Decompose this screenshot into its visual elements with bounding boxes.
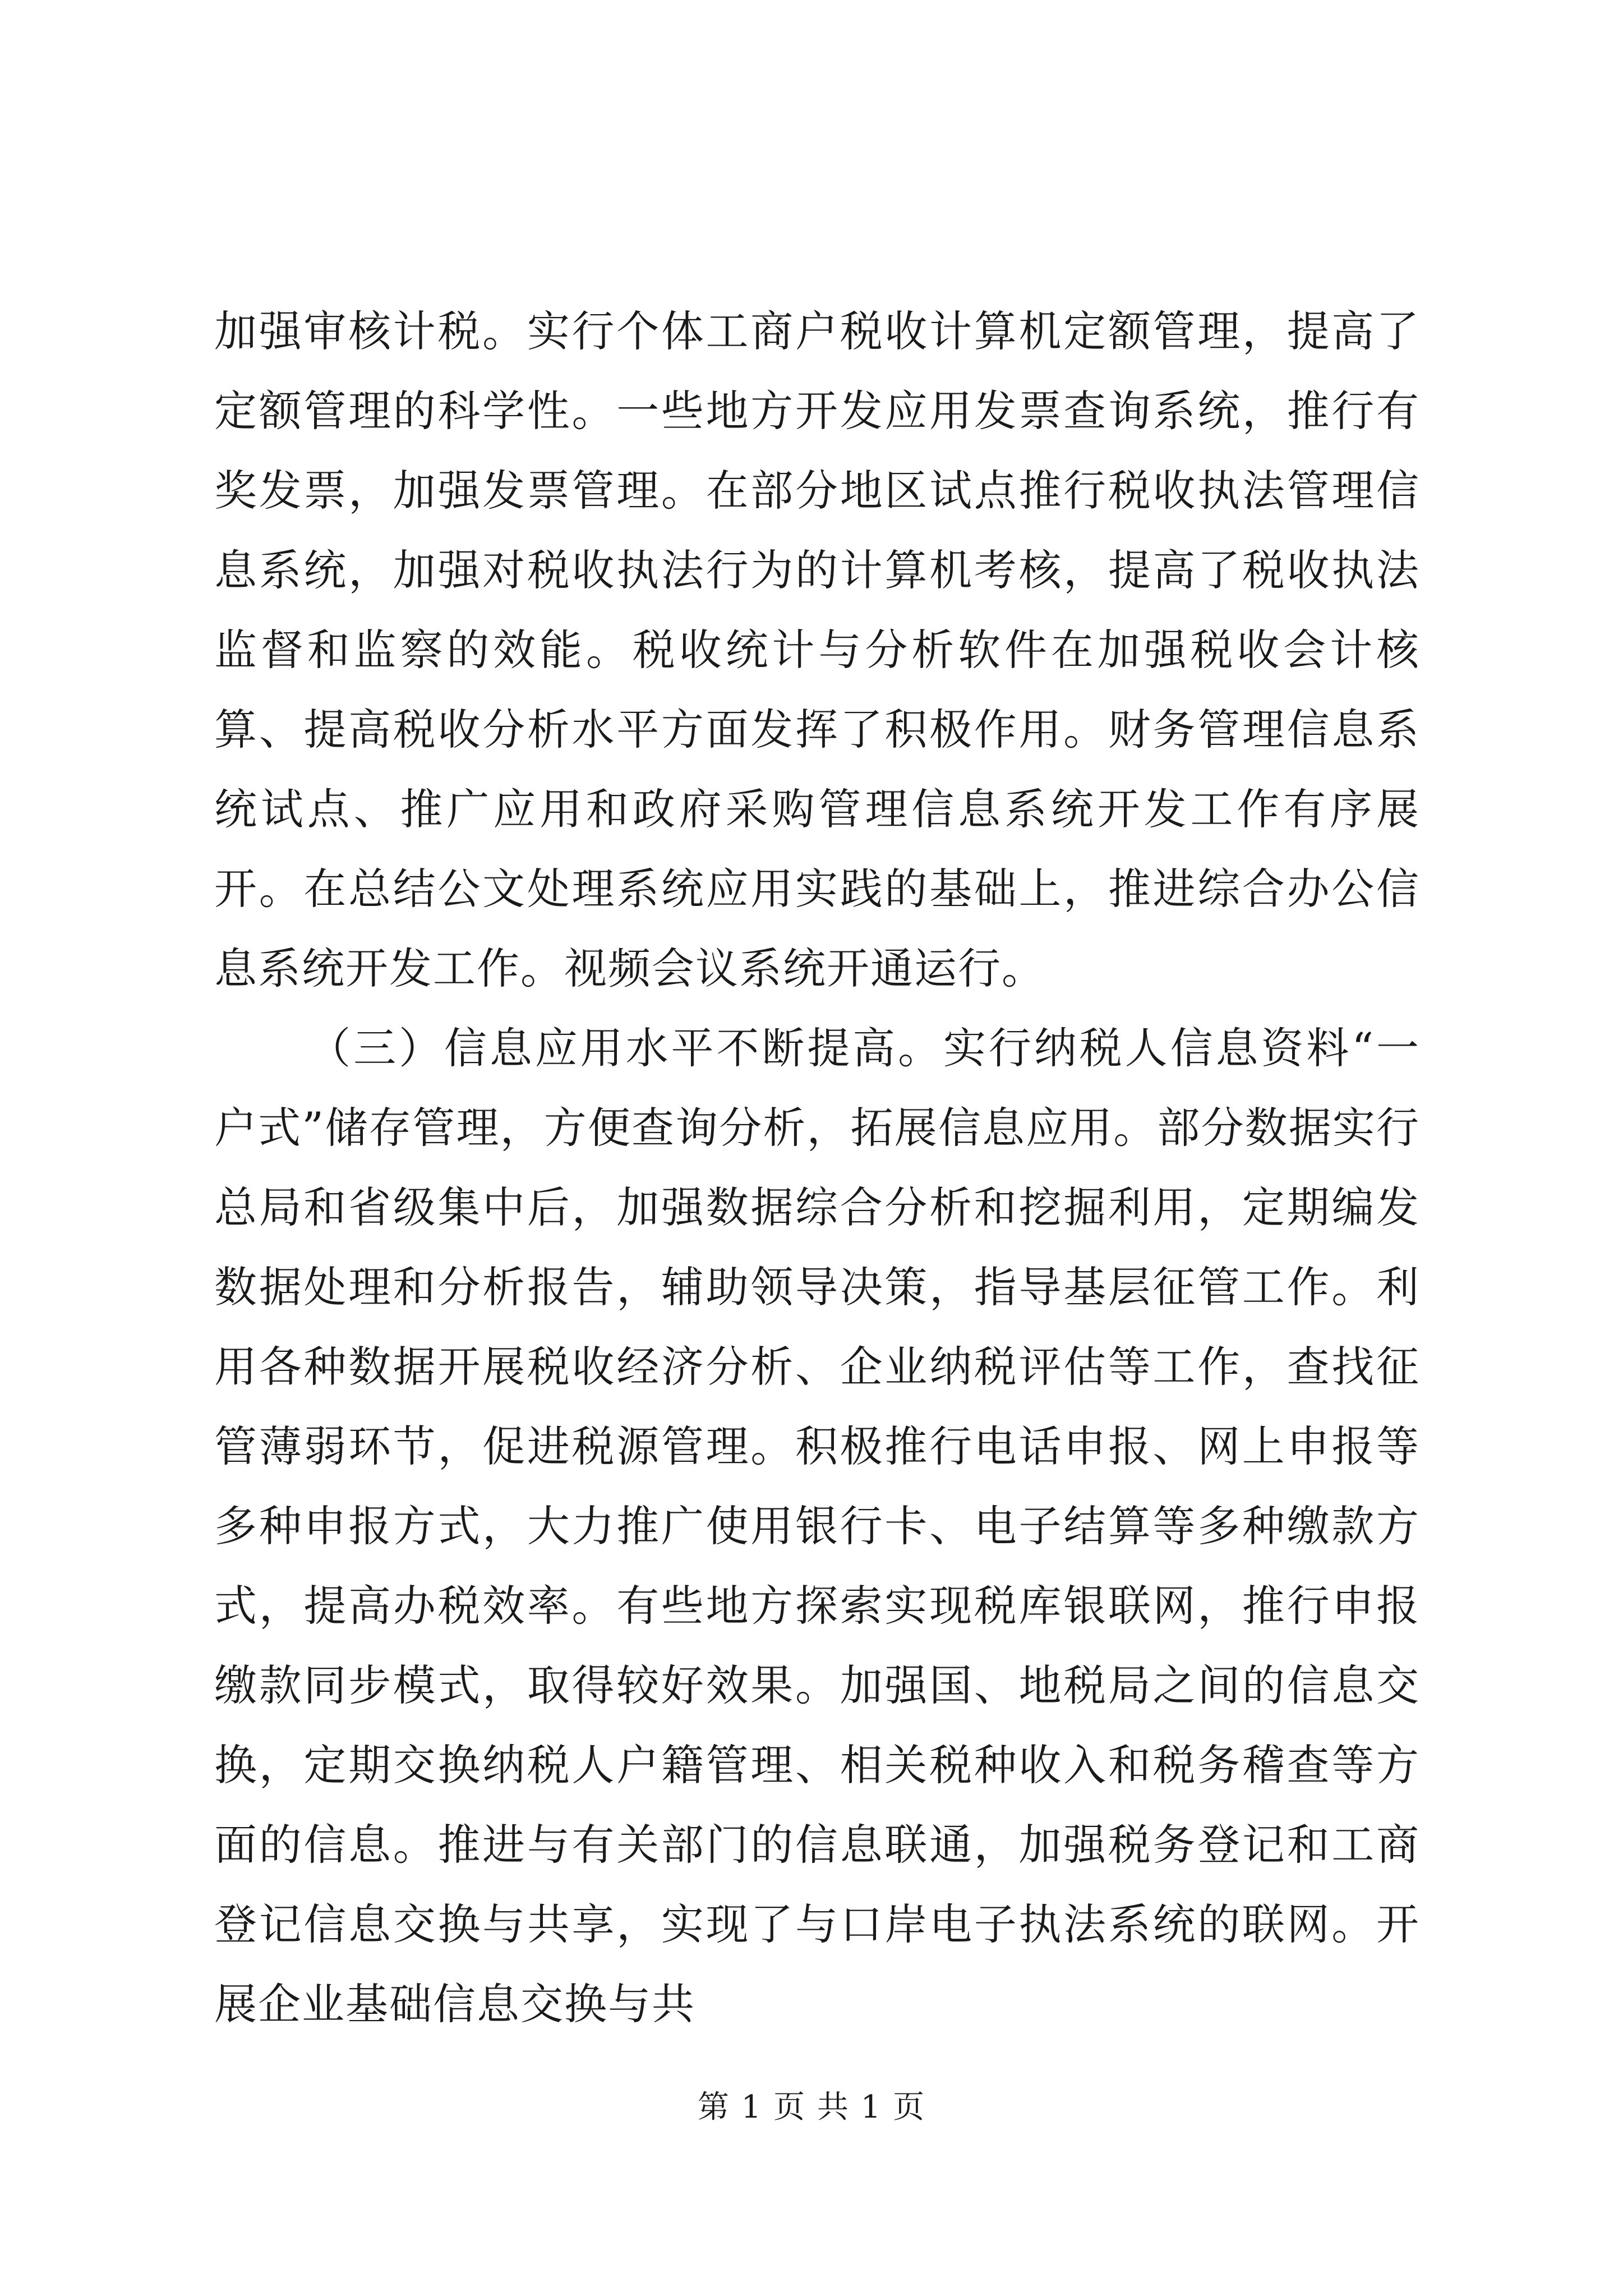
paragraph-section-three: （三）信息应用水平不断提高。实行纳税人信息资料“一户式”储存管理，方便查询分析，拓展信息应用。部分数据实行总局和省级集中后，加强数据综合分析和挖掘利用，定期编发数据处理和分析报告，辅助领导决策，指导基层征管工作。利用各种数据开展税收经济分析、企业纳税评估等工作，查找征管薄弱环节，促进税源管理。积极推行电话申报、网上申报等多种申报方式，大力推广使用银行卡、电子结算等多种缴款方式，提高办税效率。有些地方探索实现税库银联网，推行申报缴款同步模式，取得较好效果。加强国、地税局之间的信息交换，定期交换纳税人户籍管理、相关税种收入和税务稽查等方面的信息。推进与有关部门的信息联通，加强税务登记和工商登记信息交换与共享，实现了与口岸电子执法系统的联网。开展企业基础信息交换与共 xyxy=(214,1023,1420,2029)
page-footer: 第 1 页 共 1 页 xyxy=(697,2089,926,2125)
paragraph-continuation: 加强审核计税。实行个体工商户税收计算机定额管理，提高了定额管理的科学性。一些地方开发应用发票查询系统，推行有奖发票，加强发票管理。在部分地区试点推行税收执法管理信息系统，加强对税收执法行为的计算机考核，提高了税收执法监督和监察的效能。税收统计与分析软件在加强税收会计核算、提高税收分析水平方面发挥了积极作用。财务管理信息系统试点、推广应用和政府采购管理信息系统开发工作有序展开。在总结公文处理系统应用实践的基础上，推进综合办公信息系统开发工作。视频会议系统开通运行。 xyxy=(214,306,1420,993)
document-body xyxy=(214,292,1420,2044)
